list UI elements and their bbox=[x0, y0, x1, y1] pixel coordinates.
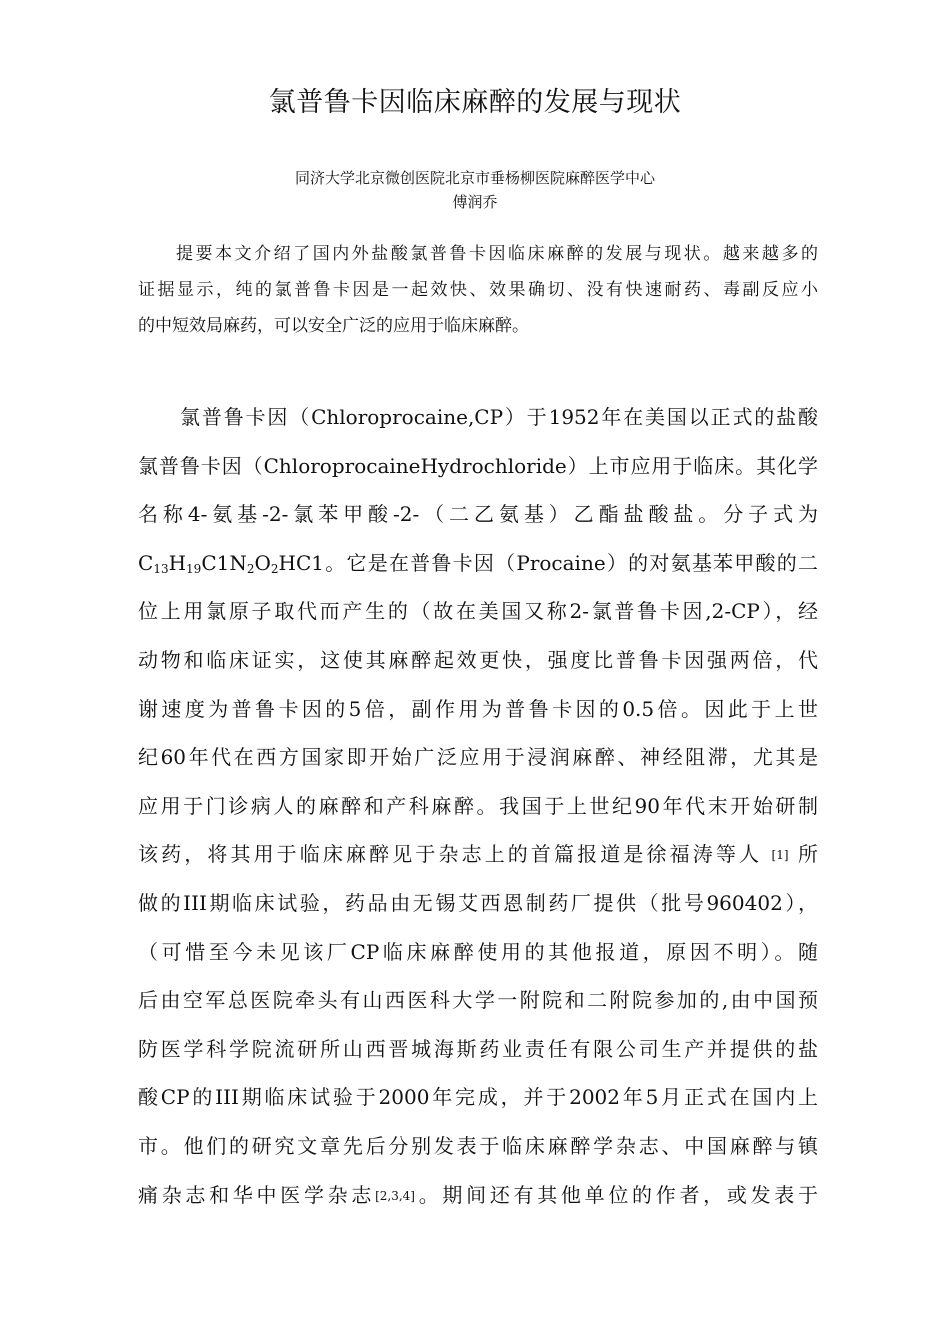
body-line: 应用于门诊病人的麻醉和产科麻醉。我国于上世纪90年代末开始研制 bbox=[138, 793, 818, 818]
body-line: 市。他们的研究文章先后分别发表于临床麻醉学杂志、中国麻醉与镇 bbox=[138, 1133, 818, 1158]
body-line: 酸CP的III期临床试验于2000年完成，并于2002年5月正式在国内上 bbox=[138, 1085, 818, 1110]
affiliation: 同济大学北京微创医院北京市垂杨柳医院麻醉医学中心 bbox=[294, 169, 655, 187]
citation-ref[interactable]: [2,3,4] bbox=[375, 1188, 415, 1203]
body-line: 名称4-氨基-2-氯苯甲酸-2-（二乙氨基）乙酯盐酸盐。分子式为 bbox=[138, 502, 818, 527]
body-line: 氯普鲁卡因（ChloroprocaineHydrochloride）上市应用于临床。其化学 bbox=[138, 453, 818, 478]
abstract-line: 提要本文介绍了国内外盐酸氯普鲁卡因临床麻醉的发展与现状。越来越多的 bbox=[176, 244, 818, 264]
abstract-line: 证据显示，纯的氯普鲁卡因是一起效快、效果确切、没有快速耐药、毒副反应小 bbox=[138, 280, 818, 300]
document-title: 氯普鲁卡因临床麻醉的发展与现状 bbox=[268, 87, 682, 118]
body-text bbox=[138, 393, 818, 1219]
body-line: 位上用氯原子取代而产生的（故在美国又称2-氯普鲁卡因,2-CP），经 bbox=[138, 599, 818, 624]
body-line-with-citation: 该药，将其用于临床麻醉见于杂志上的首篇报道是徐福涛等人 [1] 所 bbox=[138, 842, 819, 867]
body-line: 做的III期临床试验，药品由无锡艾西恩制药厂提供（批号960402）， bbox=[138, 890, 818, 915]
author-name: 傅润乔 bbox=[452, 193, 498, 211]
abstract bbox=[138, 236, 818, 344]
body-line: （可惜至今未见该厂CP临床麻醉使用的其他报道，原因不明）。随 bbox=[138, 939, 818, 964]
body-line-with-citation: 痛杂志和华中医学杂志[2,3,4]。期间还有其他单位的作者，或发表于 bbox=[138, 1182, 819, 1207]
abstract-line: 的中短效局麻药，可以安全广泛的应用于临床麻醉。 bbox=[138, 316, 529, 336]
body-line: 谢速度为普鲁卡因的5倍，副作用为普鲁卡因的0.5倍。因此于上世 bbox=[138, 696, 818, 721]
body-line-formula: $C_{13}H_{19}C1N_2O_2HC1$。它是在普鲁卡因（Procaine）的对氨基苯甲酸的二 bbox=[138, 550, 818, 576]
body-line: 防医学科学院流研所山西晋城海斯药业责任有限公司生产并提供的盐 bbox=[138, 1036, 818, 1061]
body-line: 纪60年代在西方国家即开始广泛应用于浸润麻醉、神经阻滞，尤其是 bbox=[138, 745, 818, 770]
body-line: 后由空军总医院牵头有山西医科大学一附院和二附院参加的,由中国预 bbox=[138, 988, 818, 1013]
body-line: 动物和临床证实，这使其麻醉起效更快，强度比普鲁卡因强两倍，代 bbox=[138, 647, 818, 672]
author-block bbox=[0, 166, 950, 214]
body-line: 氯普鲁卡因（Chloroprocaine,CP）于1952年在美国以正式的盐酸 bbox=[180, 405, 818, 429]
citation-ref[interactable]: [1] bbox=[771, 848, 789, 863]
